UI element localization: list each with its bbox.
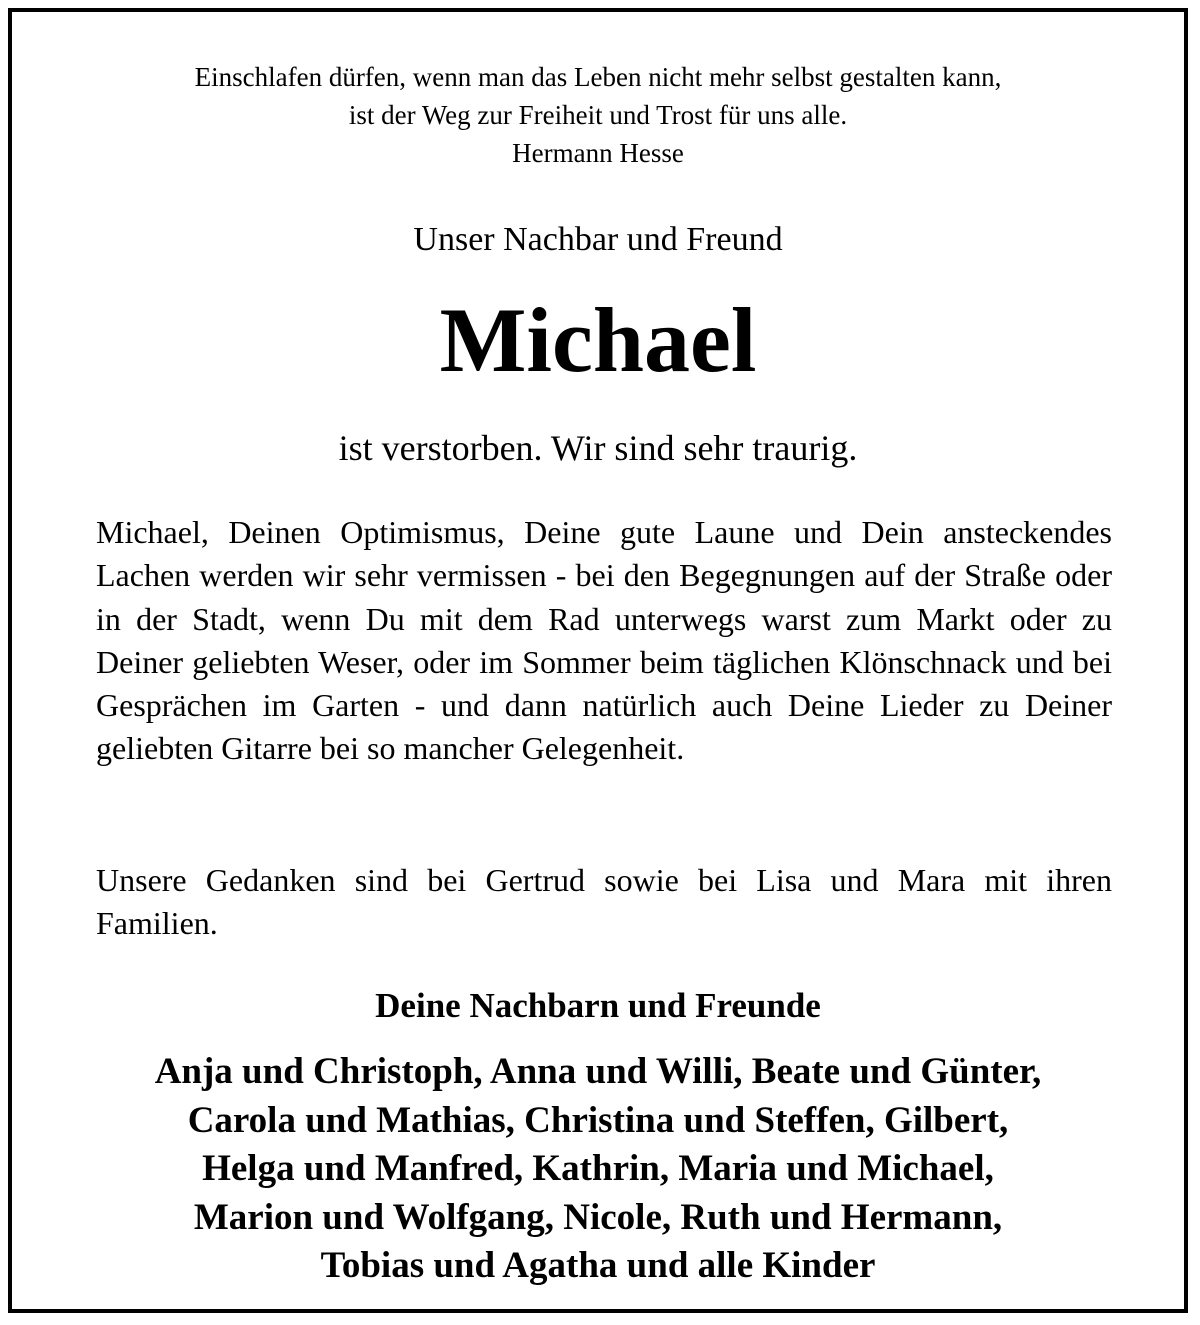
signer-line: Anja und Christoph, Anna und Willi, Beate und Günter, [154, 1051, 1042, 1092]
tribute-paragraph-2: Unsere Gedanken sind bei Gertrud sowie bei Lisa und Mara mit ihren Familien. [96, 862, 1112, 942]
intro-line: Unser Nachbar und Freund [413, 221, 783, 258]
deceased-name: Michael [439, 289, 757, 391]
quote-line-2: ist der Weg zur Freiheit und Trost für uns alle. [348, 100, 848, 130]
tribute-paragraph-1: Michael, Deinen Optimismus, Deine gute Laune und Dein ansteckendes Lachen werden wir sehr vermissen - bei den Begegnungen auf der Straße oder in der Stadt, wenn Du mit dem Rad unterwegs warst zum Markt oder zu Deiner geliebten Weser, oder im Sommer beim täglichen Klönschnack und bei Gesprächen im Garten - und dann natürlich auch Deine Lieder zu Deiner geliebten Gitarre bei so mancher Gelegenheit. [96, 514, 1112, 767]
signer-line: Carola und Mathias, Christina und Steffen, Gilbert, [187, 1099, 1009, 1141]
signature-heading: Deine Nachbarn und Freunde [375, 986, 821, 1025]
signer-line: Helga und Manfred, Kathrin, Maria und Michael, [202, 1148, 994, 1189]
signer-line: Marion und Wolfgang, Nicole, Ruth und Hermann, [193, 1196, 1003, 1238]
status-line: ist verstorben. Wir sind sehr traurig. [338, 428, 858, 468]
quote-line-1: Einschlafen dürfen, wenn man das Leben nicht mehr selbst gestalten kann, [194, 62, 1002, 92]
obituary-notice [8, 8, 1188, 1313]
epigraph-quote [12, 58, 1184, 172]
signer-line: Tobias und Agatha und alle Kinder [320, 1245, 876, 1286]
signer-list [12, 1048, 1184, 1291]
quote-author: Hermann Hesse [512, 138, 684, 168]
